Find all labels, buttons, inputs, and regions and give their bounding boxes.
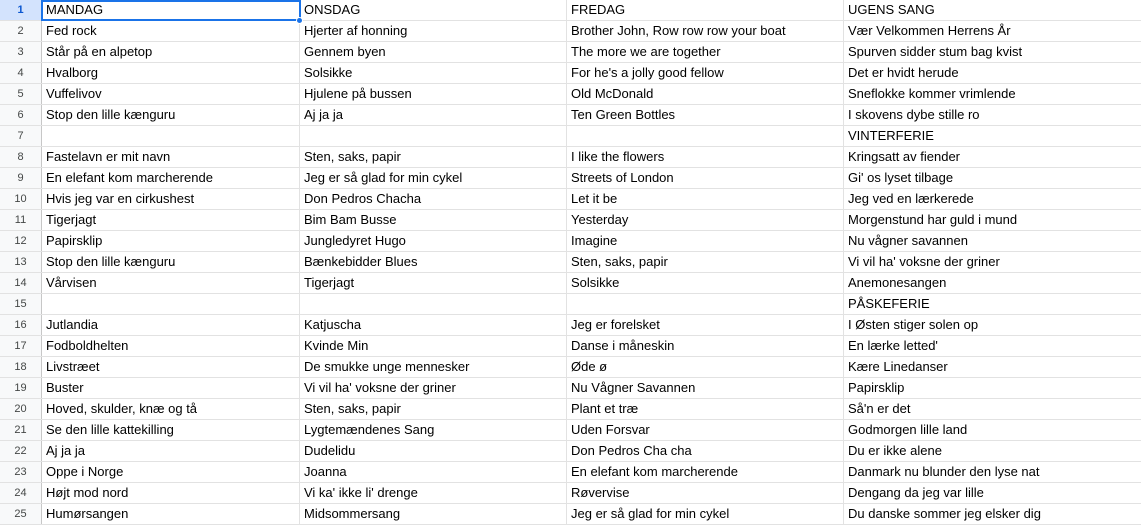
table-cell[interactable]: Gennem byen bbox=[300, 42, 567, 62]
table-row bbox=[0, 483, 1141, 504]
table-row bbox=[0, 189, 1141, 210]
table-cell[interactable]: Vuffelivov bbox=[42, 84, 300, 104]
table-row bbox=[0, 504, 1141, 525]
table-cell[interactable]: Sten, saks, papir bbox=[567, 252, 844, 272]
row-header[interactable]: 12 bbox=[0, 231, 42, 251]
table-cell[interactable]: Jeg er så glad for min cykel bbox=[567, 504, 844, 524]
table-cell[interactable]: Stop den lille kænguru bbox=[42, 105, 300, 125]
table-cell[interactable]: Papirsklip bbox=[848, 380, 905, 395]
table-row bbox=[0, 21, 1141, 42]
table-cell[interactable]: Kære Linedanser bbox=[848, 359, 948, 374]
table-cell[interactable] bbox=[567, 126, 844, 146]
table-row bbox=[0, 42, 1141, 63]
table-row bbox=[0, 63, 1141, 84]
row-header[interactable]: 9 bbox=[0, 168, 42, 188]
table-row bbox=[0, 168, 1141, 189]
table-row bbox=[0, 378, 1141, 399]
table-cell[interactable]: En elefant kom marcherende bbox=[42, 168, 300, 188]
table-cell[interactable]: Midsommersang bbox=[300, 504, 567, 524]
table-row bbox=[0, 399, 1141, 420]
table-cell[interactable] bbox=[42, 126, 300, 146]
table-cell[interactable]: Sten, saks, papir bbox=[300, 147, 567, 167]
table-cell[interactable]: Hvalborg bbox=[42, 63, 300, 83]
column-title-cell[interactable]: ONSDAG bbox=[300, 0, 567, 20]
row-header[interactable]: 20 bbox=[0, 399, 42, 419]
table-cell[interactable]: Jeg er forelsket bbox=[567, 315, 844, 335]
table-cell[interactable]: De smukke unge mennesker bbox=[300, 357, 567, 377]
row-header[interactable]: 23 bbox=[0, 462, 42, 482]
table-cell[interactable]: Det er hvidt herude bbox=[848, 65, 959, 80]
table-cell[interactable]: The more we are together bbox=[567, 42, 844, 62]
table-row bbox=[0, 252, 1141, 273]
table-cell[interactable]: Højt mod nord bbox=[42, 483, 300, 503]
row-header[interactable]: 21 bbox=[0, 420, 42, 440]
table-cell[interactable]: Kvinde Min bbox=[300, 336, 567, 356]
table-cell[interactable]: I Østen stiger solen op bbox=[848, 317, 979, 332]
row-header[interactable]: 3 bbox=[0, 42, 42, 62]
row-header[interactable]: 5 bbox=[0, 84, 42, 104]
table-row bbox=[0, 105, 1141, 126]
table-cell[interactable]: Tigerjagt bbox=[42, 210, 300, 230]
column-title-cell[interactable]: MANDAG bbox=[42, 0, 300, 20]
table-cell[interactable]: Yesterday bbox=[567, 210, 844, 230]
table-cell[interactable]: Aj ja ja bbox=[42, 441, 300, 461]
table-cell[interactable]: Plant et træ bbox=[567, 399, 844, 419]
row-header[interactable]: 10 bbox=[0, 189, 42, 209]
table-cell[interactable]: For he's a jolly good fellow bbox=[567, 63, 844, 83]
row-header[interactable]: 4 bbox=[0, 63, 42, 83]
table-cell[interactable]: Old McDonald bbox=[567, 84, 844, 104]
table-cell[interactable]: Imagine bbox=[567, 231, 844, 251]
table-cell[interactable]: Hoved, skulder, knæ og tå bbox=[42, 399, 300, 419]
table-cell[interactable]: Vi ka' ikke li' drenge bbox=[300, 483, 567, 503]
table-row bbox=[0, 420, 1141, 441]
row-header[interactable]: 14 bbox=[0, 273, 42, 293]
row-header[interactable]: 6 bbox=[0, 105, 42, 125]
row-header[interactable]: 16 bbox=[0, 315, 42, 335]
table-cell[interactable]: Don Pedros Chacha bbox=[300, 189, 567, 209]
table-cell[interactable]: Jeg er så glad for min cykel bbox=[300, 168, 567, 188]
row-header[interactable]: 24 bbox=[0, 483, 42, 503]
table-row bbox=[0, 294, 1141, 315]
row-header[interactable]: 17 bbox=[0, 336, 42, 356]
table-cell[interactable]: Vær Velkommen Herrens År bbox=[848, 23, 1011, 38]
table-cell[interactable]: Spurven sidder stum bag kvist bbox=[848, 44, 1023, 59]
table-cell[interactable]: Don Pedros Cha cha bbox=[567, 441, 844, 461]
table-cell[interactable]: Sneflokke kommer vrimlende bbox=[848, 86, 1016, 101]
table-cell[interactable]: Dengang da jeg var lille bbox=[848, 485, 984, 500]
table-row bbox=[0, 231, 1141, 252]
table-row bbox=[0, 441, 1141, 462]
table-cell[interactable]: Røvervise bbox=[567, 483, 844, 503]
table-cell[interactable]: Papirsklip bbox=[42, 231, 300, 251]
table-cell[interactable]: Nu Vågner Savannen bbox=[567, 378, 844, 398]
table-row bbox=[0, 357, 1141, 378]
table-cell[interactable]: Jeg ved en lærkerede bbox=[848, 191, 974, 206]
table-cell[interactable]: Solsikke bbox=[567, 273, 844, 293]
table-cell[interactable]: Sten, saks, papir bbox=[300, 399, 567, 419]
table-cell[interactable]: Jungledyret Hugo bbox=[300, 231, 567, 251]
table-cell[interactable]: Bænkebidder Blues bbox=[300, 252, 567, 272]
table-cell[interactable]: Ten Green Bottles bbox=[567, 105, 844, 125]
table-cell[interactable]: Buster bbox=[42, 378, 300, 398]
table-row bbox=[0, 84, 1141, 105]
table-cell[interactable]: Lygtemændenes Sang bbox=[300, 420, 567, 440]
table-cell[interactable]: Joanna bbox=[300, 462, 567, 482]
table-cell[interactable]: Vi vil ha' voksne der griner bbox=[300, 378, 567, 398]
table-cell[interactable]: Morgenstund har guld i mund bbox=[848, 212, 1018, 227]
table-row bbox=[0, 273, 1141, 294]
table-cell[interactable]: Hvis jeg var en cirkushest bbox=[42, 189, 300, 209]
table-row bbox=[0, 462, 1141, 483]
table-row bbox=[0, 147, 1141, 168]
table-cell[interactable]: Du danske sommer jeg elsker dig bbox=[848, 506, 1041, 521]
table-cell[interactable]: Stop den lille kænguru bbox=[42, 252, 300, 272]
table-cell[interactable]: I like the flowers bbox=[567, 147, 844, 167]
row-header[interactable]: 19 bbox=[0, 378, 42, 398]
table-cell[interactable]: Vårvisen bbox=[42, 273, 300, 293]
table-cell[interactable]: Oppe i Norge bbox=[42, 462, 300, 482]
table-cell[interactable]: Står på en alpetop bbox=[42, 42, 300, 62]
table-cell[interactable]: Så'n er det bbox=[848, 401, 911, 416]
table-cell[interactable]: Streets of London bbox=[567, 168, 844, 188]
table-cell[interactable]: Øde ø bbox=[567, 357, 844, 377]
row-header[interactable]: 25 bbox=[0, 504, 42, 524]
table-cell[interactable]: Fed rock bbox=[42, 21, 300, 41]
row-header[interactable]: 11 bbox=[0, 210, 42, 230]
table-row bbox=[0, 210, 1141, 231]
table-cell[interactable]: Brother John, Row row row your boat bbox=[567, 21, 844, 41]
table-cell[interactable] bbox=[42, 294, 300, 314]
table-cell[interactable]: Godmorgen lille land bbox=[848, 422, 968, 437]
row-header[interactable]: 1 bbox=[0, 0, 42, 20]
fill-handle[interactable] bbox=[296, 17, 303, 24]
table-cell[interactable]: Livstræet bbox=[42, 357, 300, 377]
table-cell[interactable]: Nu vågner savannen bbox=[848, 233, 968, 248]
table-cell[interactable]: Hjulene på bussen bbox=[300, 84, 567, 104]
table-cell[interactable]: Let it be bbox=[567, 189, 844, 209]
table-cell[interactable]: Se den lille kattekilling bbox=[42, 420, 300, 440]
table-cell[interactable]: PÅSKEFERIE bbox=[848, 296, 930, 311]
row-header[interactable]: 8 bbox=[0, 147, 42, 167]
table-cell[interactable] bbox=[567, 294, 844, 314]
table-cell[interactable]: Jutlandia bbox=[42, 315, 300, 335]
table-cell[interactable]: Humørsangen bbox=[42, 504, 300, 524]
table-cell[interactable]: En elefant kom marcherende bbox=[567, 462, 844, 482]
table-cell[interactable]: Du er ikke alene bbox=[848, 443, 942, 458]
table-cell[interactable]: Dudelidu bbox=[300, 441, 567, 461]
table-row bbox=[0, 126, 1141, 147]
row-header[interactable]: 13 bbox=[0, 252, 42, 272]
table-cell[interactable]: Anemonesangen bbox=[848, 275, 947, 290]
table-cell[interactable]: Solsikke bbox=[300, 63, 567, 83]
table-cell[interactable] bbox=[300, 126, 567, 146]
row-header[interactable]: 22 bbox=[0, 441, 42, 461]
table-cell[interactable]: VINTERFERIE bbox=[848, 128, 934, 143]
table-row bbox=[0, 0, 1141, 21]
table-row bbox=[0, 336, 1141, 357]
column-title-cell[interactable]: FREDAG bbox=[567, 0, 844, 20]
table-cell[interactable]: Gi' os lyset tilbage bbox=[848, 170, 954, 185]
table-cell[interactable]: Fastelavn er mit navn bbox=[42, 147, 300, 167]
table-cell[interactable]: Tigerjagt bbox=[300, 273, 567, 293]
table-row bbox=[0, 315, 1141, 336]
table-cell[interactable] bbox=[300, 294, 567, 314]
table-cell[interactable]: Fodboldhelten bbox=[42, 336, 300, 356]
row-header[interactable]: 2 bbox=[0, 21, 42, 41]
table-cell[interactable]: I skovens dybe stille ro bbox=[848, 107, 980, 122]
row-header[interactable]: 15 bbox=[0, 294, 42, 314]
table-cell[interactable]: Bim Bam Busse bbox=[300, 210, 567, 230]
row-header[interactable]: 18 bbox=[0, 357, 42, 377]
table-cell[interactable]: Hjerter af honning bbox=[300, 21, 567, 41]
table-cell[interactable]: Danse i måneskin bbox=[567, 336, 844, 356]
table-cell[interactable]: Uden Forsvar bbox=[567, 420, 844, 440]
column-title-cell[interactable]: UGENS SANG bbox=[848, 2, 935, 17]
row-header[interactable]: 7 bbox=[0, 126, 42, 146]
table-cell[interactable]: Aj ja ja bbox=[300, 105, 567, 125]
table-cell[interactable]: Vi vil ha' voksne der griner bbox=[848, 254, 1000, 269]
table-cell[interactable]: En lærke letted' bbox=[848, 338, 938, 353]
table-cell[interactable]: Kringsatt av fiender bbox=[848, 149, 961, 164]
table-cell[interactable]: Danmark nu blunder den lyse nat bbox=[848, 464, 1040, 479]
table-cell[interactable]: Katjuscha bbox=[300, 315, 567, 335]
